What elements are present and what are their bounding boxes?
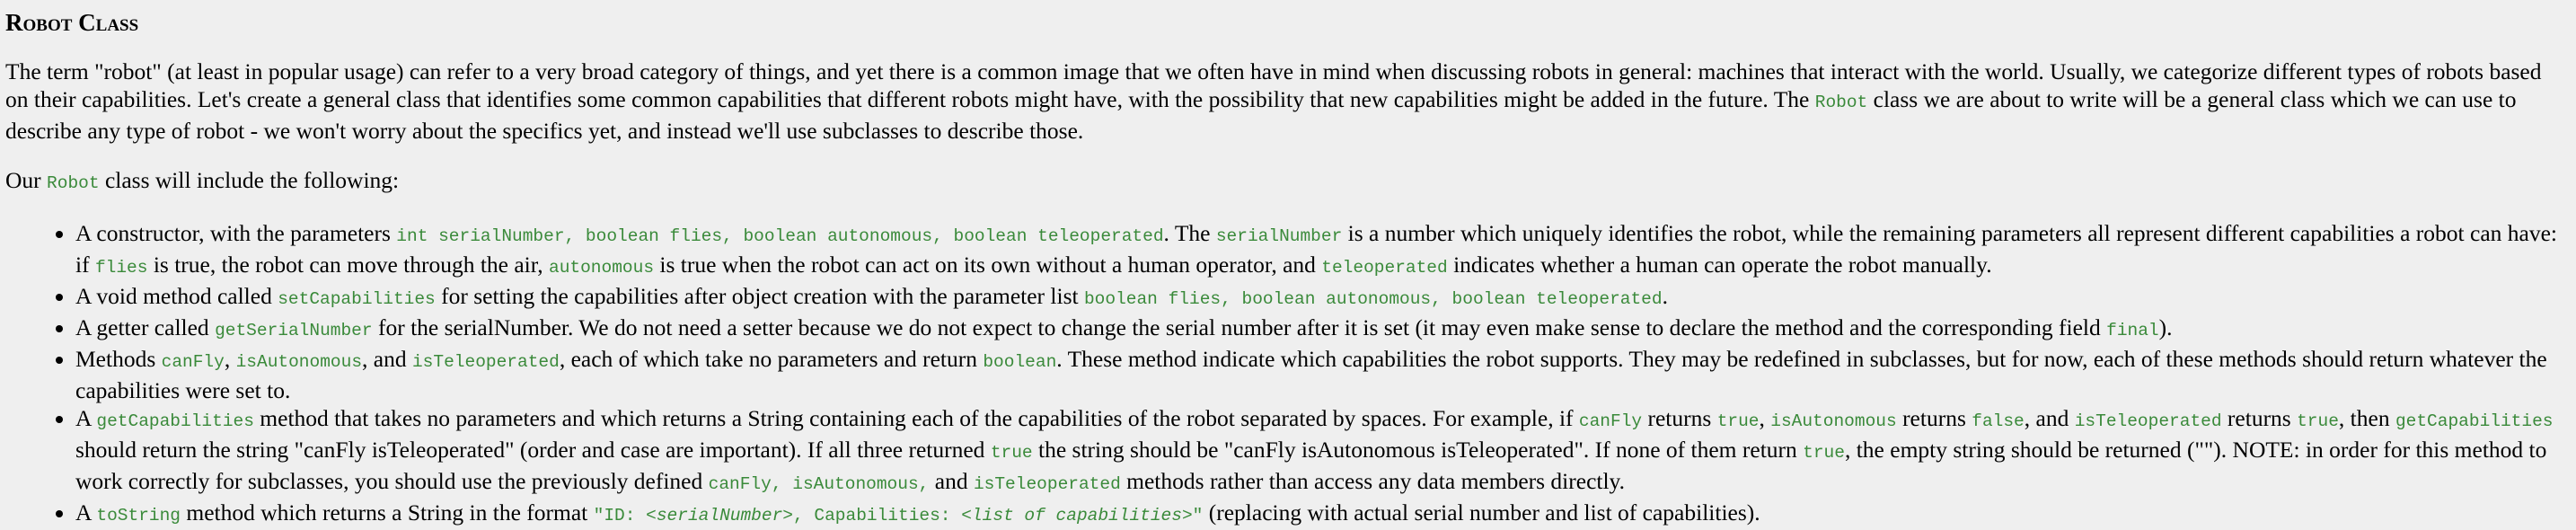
text: for the serialNumber. We do not need a setter because we do not expect to change the serial number after it is set (it may even make sense to declare the method and the corresponding field bbox=[372, 314, 2107, 340]
text: class will include the following: bbox=[99, 167, 400, 193]
text: indicates whether a human can operate the robot manually. bbox=[1447, 252, 1992, 278]
code-isautonomous: isAutonomous bbox=[1770, 411, 1897, 431]
code-true: true bbox=[990, 443, 1033, 463]
text: is true, the robot can move through the air, bbox=[147, 252, 549, 278]
text: returns bbox=[1896, 405, 1972, 431]
text: A getter called bbox=[75, 314, 216, 340]
text: , Capabilities: bbox=[792, 506, 962, 526]
code-final: final bbox=[2106, 321, 2159, 340]
code-isteleoperated: isTeleoperated bbox=[2074, 411, 2222, 431]
code-true: true bbox=[1716, 411, 1760, 431]
text: A void method called bbox=[75, 283, 278, 309]
code-autonomous: autonomous bbox=[549, 258, 655, 278]
text: methods rather than access any data members directly. bbox=[1120, 468, 1626, 494]
text: . The bbox=[1163, 220, 1216, 246]
code-robot: Robot bbox=[47, 173, 100, 193]
code-canfly: canFly bbox=[1578, 411, 1643, 431]
code-method-list: canFly, isAutonomous, bbox=[708, 474, 930, 494]
code-isteleoperated: isTeleoperated bbox=[973, 474, 1121, 494]
text: Methods bbox=[75, 346, 162, 372]
text: The term "robot" (at least in popular usage) can refer to a very broad category of things, and yet there is a common image that we often have in mind when discussing robots in general: machines that interact with the world. Usually, we categorize different types of robots based on their capabilities. Let's create a general class that identifies some common capabilities that different robots might have, with the possibility that new capabilities might be added in the future. The bbox=[5, 58, 2542, 112]
text: A bbox=[75, 405, 97, 431]
text: is true when the robot can act on its own without a human operator, and bbox=[654, 252, 1322, 278]
placeholder-capabilities: <list of capabilities> bbox=[961, 506, 1193, 526]
list-intro-paragraph bbox=[5, 166, 2560, 198]
text: is a number which uniquely identifies the robot, while the remaining parameters all represent different capabilities a robot can have: if bbox=[75, 220, 2557, 278]
text: "ID: bbox=[593, 506, 647, 526]
list-item-getcapabilities bbox=[75, 404, 2560, 499]
text: the string should be "canFly isAutonomous isTeleoperated". If none of them return bbox=[1032, 437, 1804, 463]
list-item-capability-methods bbox=[75, 345, 2560, 404]
text: and bbox=[929, 468, 974, 494]
text: class we are about to write will be a general class which we can use to describe any type of robot - we won't worry about the specifics yet, and instead we'll use subclasses to describe those. bbox=[5, 86, 2517, 144]
requirements-list bbox=[5, 219, 2560, 530]
code-robot: Robot bbox=[1814, 93, 1868, 112]
code-getserialnumber: getSerialNumber bbox=[215, 321, 373, 340]
list-item-setcapabilities bbox=[75, 282, 2560, 314]
code-isteleoperated: isTeleoperated bbox=[411, 352, 560, 372]
code-getcapabilities: getCapabilities bbox=[2395, 411, 2554, 431]
text: ). bbox=[2158, 314, 2173, 340]
code-serialnumber: serialNumber bbox=[1215, 226, 1343, 246]
text: returns bbox=[2221, 405, 2298, 431]
text: method which returns a String in the format bbox=[181, 499, 594, 526]
code-param-list: boolean flies, boolean autonomous, boolean teleoperated bbox=[1083, 289, 1663, 309]
text: , bbox=[1759, 405, 1771, 431]
text: , and bbox=[2024, 405, 2075, 431]
text: (replacing with actual serial number and list of capabilities). bbox=[1203, 499, 1760, 526]
code-setcapabilities: setCapabilities bbox=[278, 289, 436, 309]
section-heading: Robot Class bbox=[5, 9, 139, 36]
code-boolean: boolean bbox=[983, 352, 1057, 372]
text: " bbox=[1192, 506, 1204, 526]
text: . bbox=[1662, 283, 1668, 309]
text: , the empty string should be returned (""). NOTE: in order for this method to work correctly for subclasses, you should use the previously defined bbox=[75, 437, 2547, 494]
text: should return the string "canFly isTeleoperated" (order and case are important). If all three returned bbox=[75, 437, 991, 463]
code-getcapabilities: getCapabilities bbox=[96, 411, 254, 431]
placeholder-serialnumber: <serialNumber> bbox=[646, 506, 793, 526]
code-isautonomous: isAutonomous bbox=[235, 352, 363, 372]
text: A constructor, with the parameters bbox=[75, 220, 397, 246]
code-format-string bbox=[594, 506, 1204, 526]
code-flies: flies bbox=[94, 258, 148, 278]
text: , and bbox=[362, 346, 412, 372]
text: , bbox=[224, 346, 236, 372]
list-item-constructor bbox=[75, 219, 2560, 282]
text: for setting the capabilities after object creation with the parameter list bbox=[435, 283, 1084, 309]
code-teleoperated: teleoperated bbox=[1321, 258, 1448, 278]
intro-paragraph bbox=[5, 57, 2560, 145]
text: , then bbox=[2338, 405, 2395, 431]
list-item-tostring bbox=[75, 499, 2560, 530]
text: Our bbox=[5, 167, 48, 193]
text: . These method indicate which capabilities the robot supports. They may be redefined in subclasses, but for now, each of these methods should return whatever the capabilities were set to. bbox=[75, 346, 2547, 403]
code-tostring: toString bbox=[96, 506, 181, 526]
text: method that takes no parameters and which returns a String containing each of the capabilities of the robot separated by spaces. For example, if bbox=[253, 405, 1579, 431]
code-false: false bbox=[1972, 411, 2025, 431]
text: A bbox=[75, 499, 97, 526]
code-true: true bbox=[2297, 411, 2339, 431]
list-item-getserialnumber bbox=[75, 314, 2560, 345]
text: returns bbox=[1642, 405, 1717, 431]
text: , each of which take no parameters and return bbox=[559, 346, 984, 372]
code-true: true bbox=[1803, 443, 1845, 463]
code-canfly: canFly bbox=[161, 352, 225, 372]
code-constructor-params: int serialNumber, boolean flies, boolean autonomous, boolean teleoperated bbox=[396, 226, 1164, 246]
